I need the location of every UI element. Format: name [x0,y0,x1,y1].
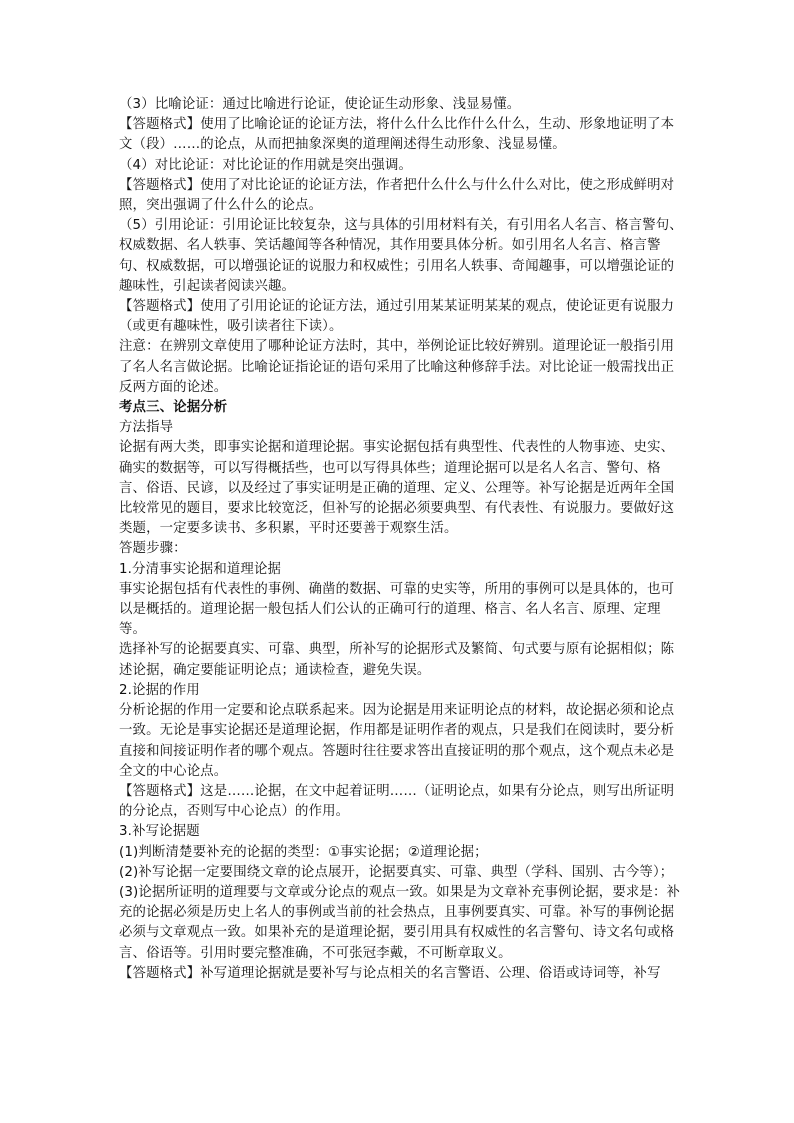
list-item-1: (1)判断清楚要补充的论据的类型：①事实论据；②道理论据； [119,844,488,860]
step-heading-1: 1.分清事实论据和道理论据 [119,561,282,577]
paragraph-evidence-types: 论据有两大类，即事实论据和道理论据。事实论据包括有典型性、代表性的人物事迹、史实、确实的数据等，可以写得概括些，也可以写得具体些；道理论据可以是名人名言、警句、格言、俗语、民谚，以及经过了事实证明是正确的道理、定义、公理等。补写论据是近两年全国比较常见的题目，要求比较宽泛，但补写的论据必须要典型、有代表性、有说服力。要做好这类题，一定要多读书、多积累，平时还要善于观察生活。 [119,440,675,537]
paragraph-metaphor-answer-format: 【答题格式】使用了比喻论证的论证方法，将什么什么比作什么什么，生动、形象地证明了本文（段）……的论点，从而把抽象深奥的道理阐述得生动形象、浅显易懂。 [119,117,675,153]
paragraph-citation-argument: （5）引用论证：引用论证比较复杂，这与具体的引用材料有关，有引用名人名言、格言警句、权威数据、名人轶事、笑话趣闻等各种情况，其作用要具体分析。如引用名人名言、格言警句、权威数据，可以增强论证的说服力和权威性；引用名人轶事、奇闻趣事，可以增强论证的趣味性，引起读者阅读兴趣。 [119,218,683,294]
paragraph-contrast-argument: （4）对比论证：对比论证的作用就是突出强调。 [119,157,413,173]
paragraph-evidence-answer-format: 【答题格式】这是……论据，在文中起着证明……（证明论点，如果有分论点，则写出所证明的分论点，否则写中心论点）的作用。 [119,783,675,820]
paragraph-supplement-answer-format: 【答题格式】补写道理论据就是要补写与论点相关的名言警语、公理、俗语或诗词等，补写 [119,965,661,981]
step-heading-2: 2.论据的作用 [119,682,200,698]
paragraph-evidence-role: 分析论据的作用一定要和论点联系起来。因为论据是用来证明论点的材料，故论据必须和论点一致。无论是事实论据还是道理论据，作用都是证明作者的观点，只是我们在阅读时，要分析直接和间接证明作者的哪个观点。答题时往往要求答出直接证明的那个观点，这个观点未必是全文的中心论点。 [119,703,675,779]
paragraph-contrast-answer-format: 【答题格式】使用了对比论证的论证方法，作者把什么什么与什么什么对比，使之形成鲜明对照，突出强调了什么什么的论点。 [119,177,675,214]
list-item-3: (3)论据所证明的道理要与文章或分论点的观点一致。如果是为文章补充事例论据，要求是：补充的论据必须是历史上名人的事例或当前的社会热点，且事例要真实、可靠。补写的事例论据必须与文章观点一致。如果补充的是道理论据，要引用具有权威性的名言警句、诗文名句或格言、俗语等。引用时要完整准确，不可张冠李戴，不可断章取义。 [119,884,681,961]
paragraph-note: 注意：在辨别文章使用了哪种论证方法时，其中，举例论证比较好辨别。道理论证一般指引用了名人名言做论据。比喻论证指论证的语句采用了比喻这种修辞手法。对比论证一般需找出正反两方面的论述。 [119,339,675,395]
subheading-answer-steps: 答题步骤： [119,541,187,557]
paragraph-metaphor-argument: （3）比喻论证：通过比喻进行论证，使论证生动形象、浅显易懂。 [119,97,521,112]
step-heading-3: 3.补写论据题 [119,824,200,840]
subheading-method-guide: 方法指导 [119,420,174,436]
list-item-2: (2)补写论据一定要围绕文章的论点展开，论据要真实、可靠、典型（学科、国别、古今等）； [119,864,674,880]
paragraph-fact-vs-reason: 事实论据包括有代表性的事例、确凿的数据、可靠的史实等，所用的事例可以是具体的，也可以是概括的。道理论据一般包括人们公认的正确可行的道理、格言、名人名言、原理、定理等。 [119,581,675,638]
document-page [119,95,684,984]
paragraph-citation-answer-format: 【答题格式】使用了引用论证的论证方法，通过引用某某证明某某的观点，使论证更有说服力（或更有趣味性，吸引读者往下读）。 [119,299,675,335]
section-heading-evidence-analysis: 考点三、论据分析 [119,400,228,416]
paragraph-choose-evidence: 选择补写的论据要真实、可靠、典型，所补写的论据形式及繁简、句式要与原有论据相似；陈述论据，确定要能证明论点；通读检查，避免失误。 [119,642,675,678]
